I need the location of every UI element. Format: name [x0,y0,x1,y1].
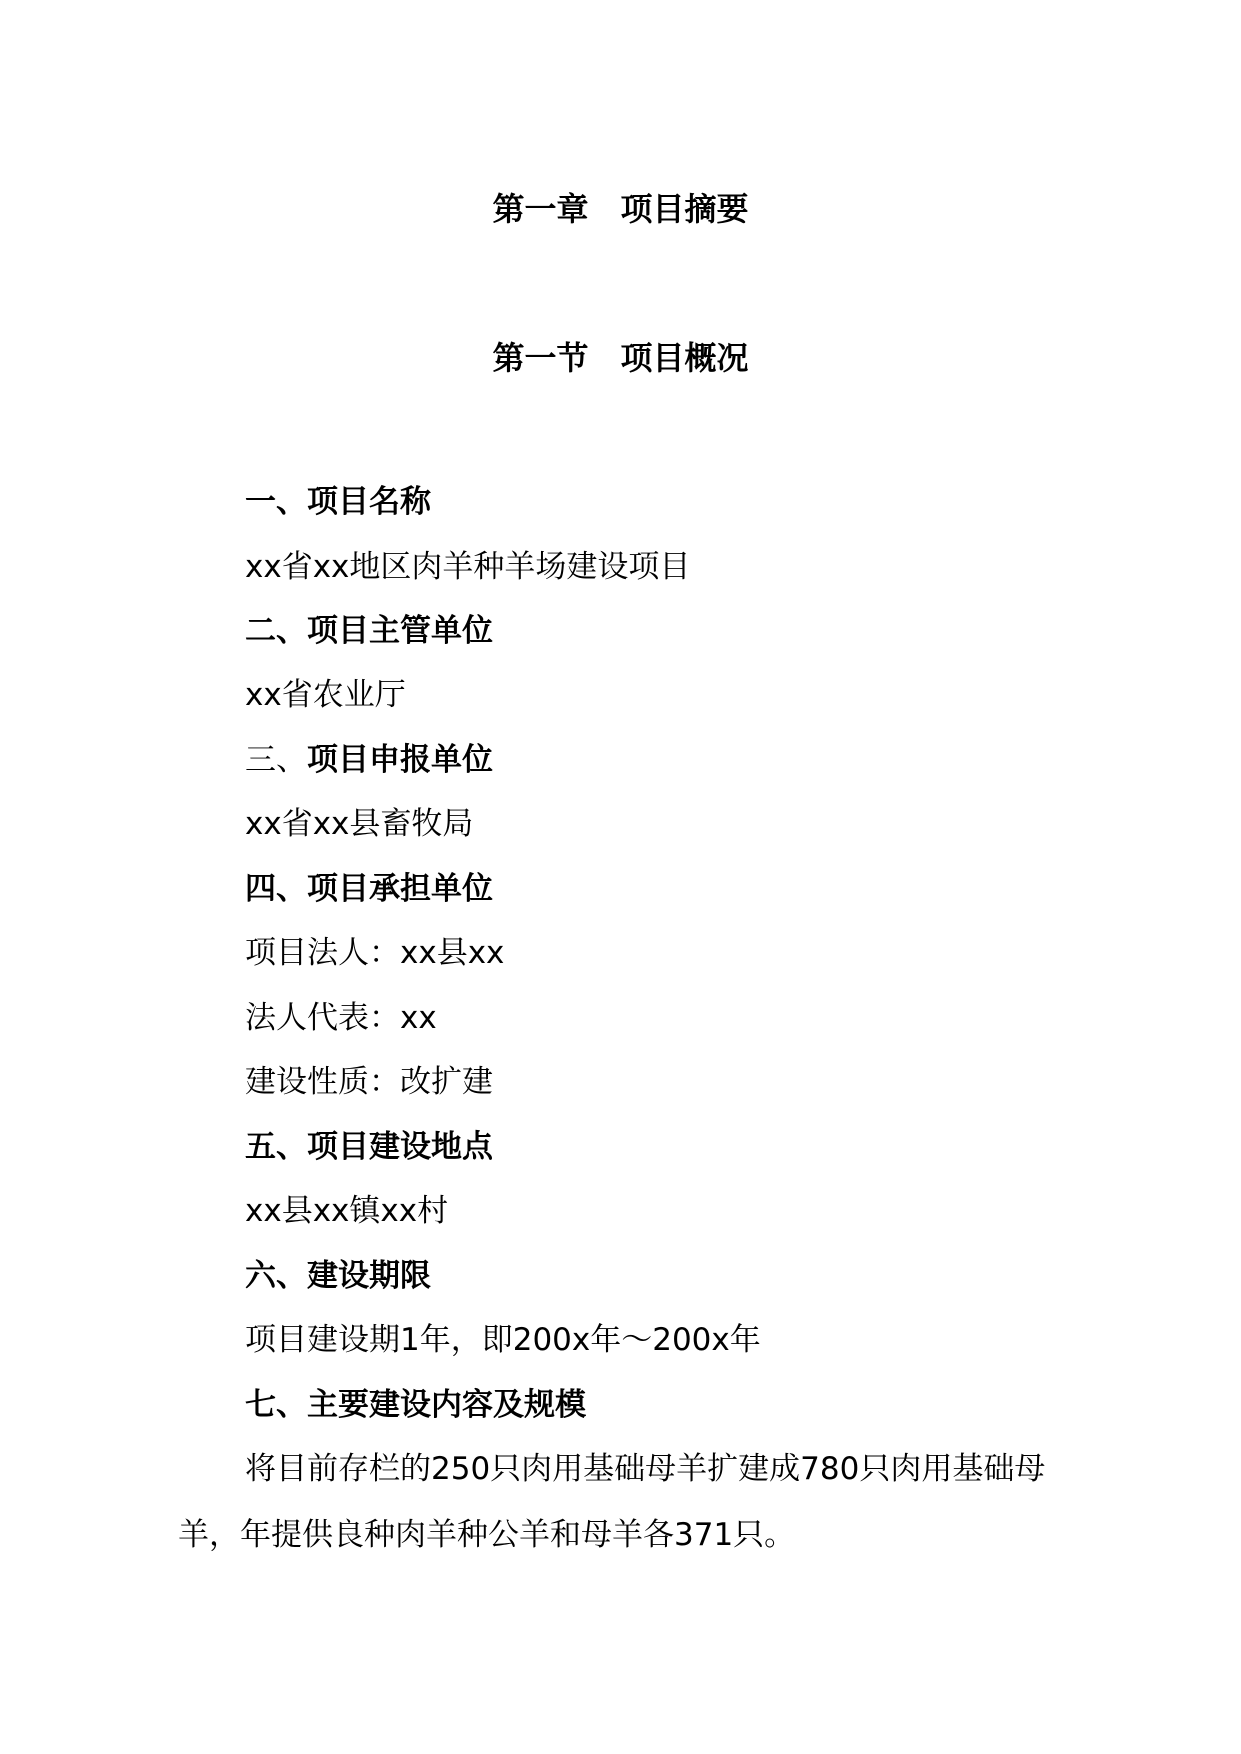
heading-construction-period: 六、建设期限 [245,1258,431,1294]
heading-project-name: 一、项目名称 [245,484,431,520]
project-name-value: xx省xx地区肉羊种羊场建设项目 [245,549,691,585]
applying-unit-value: xx省xx县畜牧局 [245,806,474,842]
construction-site-value: xx县xx镇xx村 [245,1193,449,1229]
supervising-unit-value: xx省农业厅 [245,677,406,713]
legal-entity-line: 项目法人：xx县xx [245,935,505,971]
heading-construction-site: 五、项目建设地点 [245,1129,493,1165]
chapter-title: 第一章 项目摘要 [492,190,749,228]
heading-applying-unit [245,740,493,780]
heading-applying-unit-prefix: 三、 [245,742,307,778]
heading-applying-unit-label: 项目申报单位 [307,742,493,778]
main-content-text: 将目前存栏的250只肉用基础母羊扩建成780只肉用基础母羊，年提供良种肉羊种公羊和母羊各371只。 [178,1451,1046,1553]
construction-nature-line: 建设性质：改扩建 [245,1064,493,1100]
section-title: 第一节 项目概况 [492,339,749,377]
heading-supervising-unit: 二、项目主管单位 [245,613,493,649]
legal-representative-line: 法人代表：xx [245,1000,437,1036]
main-content-paragraph [178,1436,1078,1568]
heading-undertaking-unit: 四、项目承担单位 [245,871,493,907]
construction-period-value: 项目建设期1年，即200x年～200x年 [245,1322,761,1358]
heading-main-content: 七、主要建设内容及规模 [245,1387,586,1423]
